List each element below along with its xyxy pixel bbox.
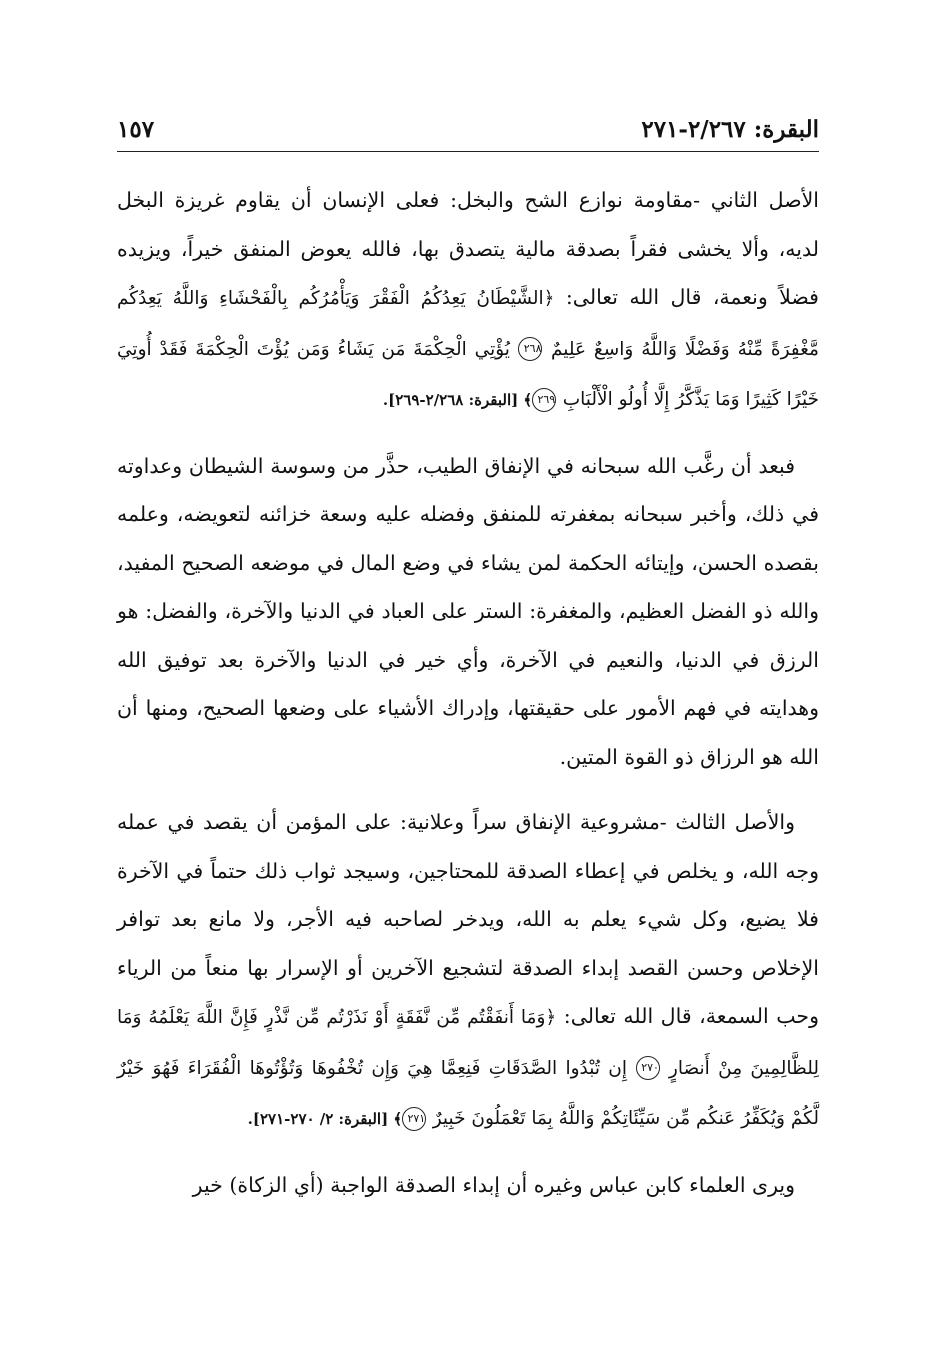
verse-citation: ﴾ [البقرة: ٢/٢٦٨-٢٦٩].: [382, 391, 533, 409]
verse-number-marker: ٢٦٩: [532, 388, 556, 412]
page-number: ١٥٧: [117, 116, 155, 143]
paragraph-text: فبعد أن رغَّب الله سبحانه في الإنفاق الطيب، حذَّر من وسوسة الشيطان وعداوته في ذلك، وأخبر سبحانه بمغفرته للمنفق وفضله عليه وسعة خزائنه لتعويضه، وعلمه بقصده الحسن، وإيتائه الحكمة لمن يشاء في وضع المال في موضعه الصحيح المفيد، والله ذو الفضل العظيم، والمغفرة: الستر على العباد في الدنيا والآخرة، والفضل: هو الرزق في الدنيا، والنعيم في الآخرة، وأي خير في الدنيا والآخرة بعد توفيق الله وهدايته في فهم الأمور على حقيقتها، وإدراك الأشياء على وضعها الصحيح، ومنها أن الله هو الرزاق ذو القوة المتين.: [117, 453, 819, 769]
quran-verse: ﴿الشَّيْطَانُ يَعِدُكُمُ الْفَقْرَ وَيَأْمُرُكُم بِالْفَحْشَاءِ وَاللَّهُ يَعِدُكُم مَّغْفِرَةً مِّنْهُ وَفَضْلًا وَاللَّهُ وَاسِعٌ عَلِيمٌ: [117, 288, 819, 360]
paragraph-text: والأصل الثالث -مشروعية الإنفاق سراً وعلانية: على المؤمن أن يقصد في عمله وجه الله، و يخلص في إعطاء الصدقة للمحتاجين، وسيجد ثواب ذلك حتماً في الآخرة فلا يضيع، وكل شيء يعلم به الله، ويدخر لصاحبه فيه الأجر، ولا مانع بعد توافر الإخلاص وحسن القصد إبداء الصدقة لتشجيع الآخرين أو الإسرار بها منعاً من الرياء وحب السمعة، قال الله تعالى:: [117, 810, 819, 1028]
verse-number-marker: ٢٦٨: [518, 337, 542, 361]
paragraph-second-principle: [117, 176, 819, 425]
verse-citation: ﴾ [البقرة: ٢/ ٢٧٠-٢٧١].: [247, 1110, 403, 1128]
paragraph-third-principle: [117, 798, 819, 1144]
verse-number-marker: ٢٧٠: [636, 1056, 660, 1080]
paragraph-explanation: [117, 442, 819, 782]
verse-number-marker: ٢٧١: [402, 1107, 426, 1131]
header-divider: [117, 151, 819, 152]
quran-verse: إِن تُبْدُوا الصَّدَقَاتِ فَنِعِمَّا هِيَ وَإِن تُخْفُوهَا وَتُؤْتُوهَا الْفُقَرَاءَ فَهُوَ خَيْرٌ لَّكُمْ وَيُكَفِّرُ عَنكُم مِّن سَيِّئَاتِكُمْ وَاللَّهُ بِمَا تَعْمَلُونَ خَبِيرٌ: [117, 1057, 819, 1129]
quran-verse: يُؤْتِي الْحِكْمَةَ مَن يَشَاءُ وَمَن يُؤْتَ الْحِكْمَةَ فَقَدْ أُوتِيَ خَيْرًا كَثِيرًا وَمَا يَذَّكَّرُ إِلَّا أُولُو الْأَلْبَابِ: [117, 338, 819, 410]
main-text: [117, 176, 819, 1226]
paragraph-scholars-view: [117, 1161, 819, 1210]
surah-reference-title: البقرة: ٢/٢٦٧-٢٧١: [641, 116, 819, 143]
running-header: [117, 112, 819, 152]
paragraph-text: الأصل الثاني -مقاومة نوازع الشح والبخل: فعلى الإنسان أن يقاوم غريزة البخل لديه، وألا يخشى فقراً بصدقة مالية يتصدق بها، فالله يعوض المنفق خيراً، ويزيده فضلاً ونعمة، قال الله تعالى:: [117, 188, 819, 309]
paragraph-text: ويرى العلماء كابن عباس وغيره أن إبداء الصدقة الواجبة (أي الزكاة) خير: [192, 1172, 795, 1197]
quran-verse: ﴿وَمَا أَنفَقْتُم مِّن نَّفَقَةٍ أَوْ نَذَرْتُم مِّن نَّذْرٍ فَإِنَّ اللَّهَ يَعْلَمُهُ وَمَا لِلظَّالِمِينَ مِنْ أَنصَارٍ: [117, 1007, 819, 1079]
